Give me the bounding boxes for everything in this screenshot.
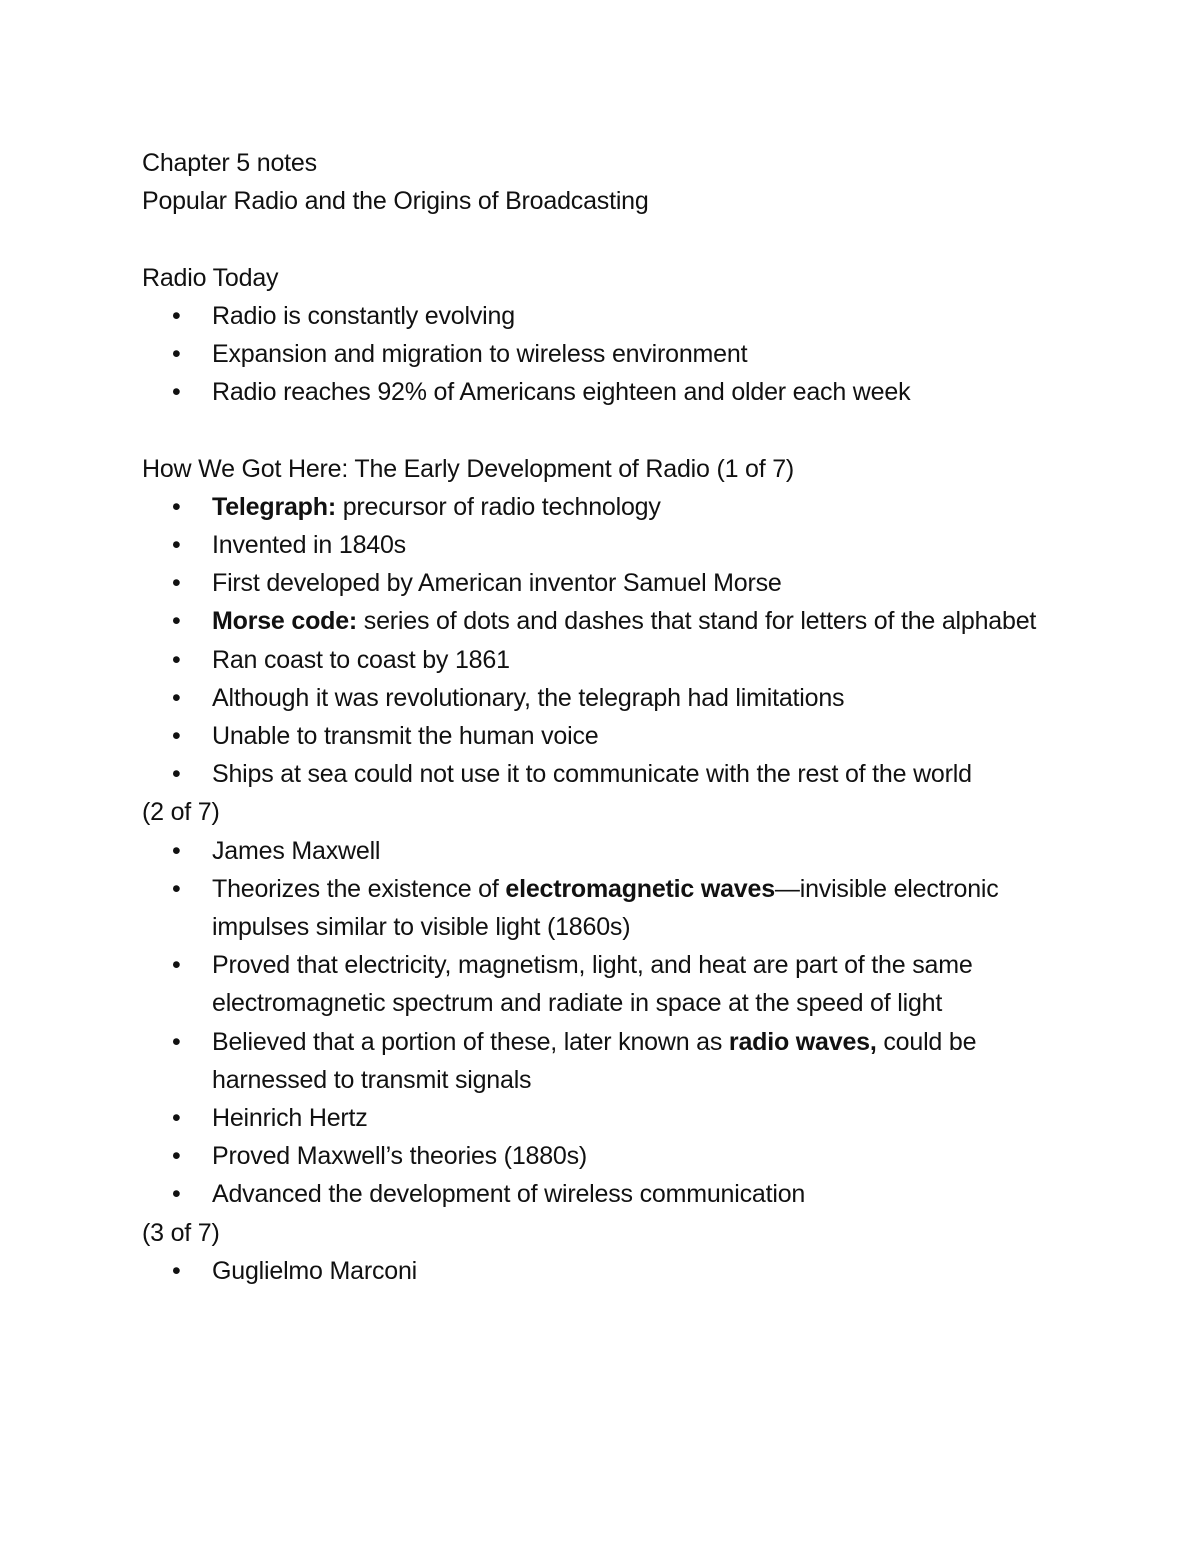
list-item: • Proved Maxwell’s theories (1880s) [142, 1137, 1072, 1175]
spacer [142, 220, 1072, 258]
document-subtitle: Popular Radio and the Origins of Broadcasting [142, 187, 649, 216]
section-heading-3-of-7: (3 of 7) [142, 1218, 220, 1247]
list-item: • Expansion and migration to wireless environment [142, 335, 1072, 373]
list-item: • Proved that electricity, magnetism, light, and heat are part of the same electromagnetic spectrum and radiate in space at the speed of light [142, 946, 1072, 1022]
section-heading-radio-today: Radio Today [142, 263, 279, 292]
list-item: • Advanced the development of wireless communication [142, 1175, 1072, 1213]
list-item: • Guglielmo Marconi [142, 1252, 1072, 1290]
list-item: • Heinrich Hertz [142, 1099, 1072, 1137]
list-item: • Ships at sea could not use it to communicate with the rest of the world [142, 755, 1072, 793]
list-item: • James Maxwell [142, 832, 1072, 870]
term-telegraph: Telegraph: [212, 492, 336, 521]
list-item: • Theorizes the existence of electromagnetic waves—invisible electronic impulses similar to visible light (1860s) [142, 870, 1072, 946]
document-page [142, 144, 1072, 1290]
bullet-list-early-development [142, 488, 1072, 794]
list-item: • First developed by American inventor Samuel Morse [142, 564, 1072, 602]
list-item: • Unable to transmit the human voice [142, 717, 1072, 755]
bullet-list-radio-today [142, 297, 1072, 412]
list-item: • Believed that a portion of these, later known as radio waves, could be harnessed to transmit signals [142, 1023, 1072, 1099]
list-item: • Radio is constantly evolving [142, 297, 1072, 335]
term-morse-code: Morse code: [212, 607, 358, 636]
list-item: • Invented in 1840s [142, 526, 1072, 564]
list-item: • Telegraph: precursor of radio technology [142, 488, 1072, 526]
term-radio-waves: radio waves, [728, 1027, 877, 1056]
list-item: • Although it was revolutionary, the telegraph had limitations [142, 679, 1072, 717]
section-heading-2-of-7: (2 of 7) [142, 798, 220, 827]
bullet-list-3-of-7 [142, 1252, 1072, 1290]
bullet-list-2-of-7 [142, 832, 1072, 1214]
list-item: • Morse code: series of dots and dashes that stand for letters of the alphabet [142, 602, 1072, 640]
term-electromagnetic-waves: electromagnetic waves [505, 874, 775, 903]
spacer [142, 411, 1072, 449]
list-item: • Radio reaches 92% of Americans eighteen and older each week [142, 373, 1072, 411]
list-item: • Ran coast to coast by 1861 [142, 641, 1072, 679]
section-heading-early-development: How We Got Here: The Early Development of Radio (1 of 7) [142, 454, 795, 483]
document-title: Chapter 5 notes [142, 149, 317, 177]
